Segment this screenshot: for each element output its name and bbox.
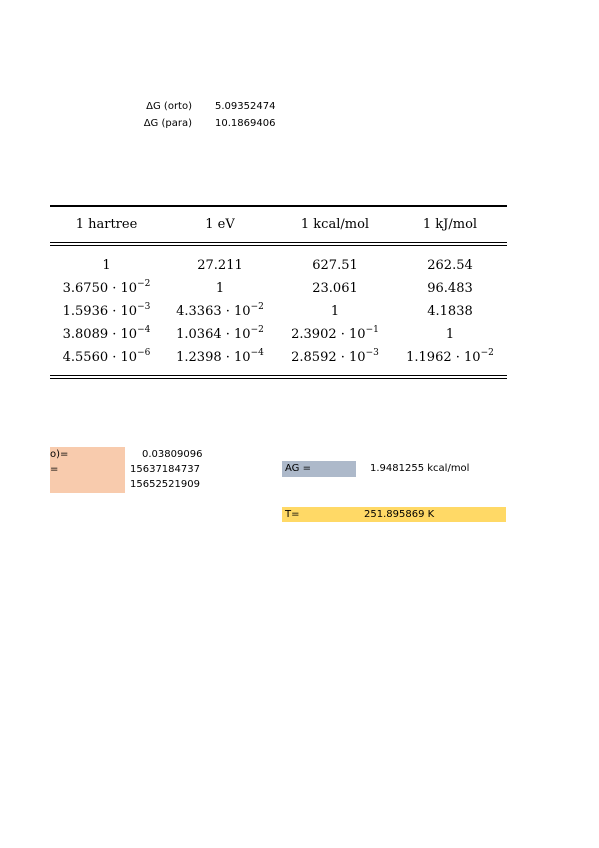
table-cell [163,281,277,296]
cell-mantissa: 1 [215,281,225,296]
cell-exponent: −2 [480,347,494,358]
cell-mantissa: 27.211 [197,258,243,273]
cell-mantissa: 1.5936 [62,304,109,319]
table-cell [163,258,277,273]
cell-mantissa: 1 [330,304,340,319]
cell-mantissa: 96.483 [427,281,473,296]
cell-mantissa: 23.061 [312,281,358,296]
cell-times-ten: · 10 [221,350,251,365]
temperature-value: 251.895869 K [364,509,435,520]
value-1: 0.03809096 [142,449,203,460]
table-cell [163,301,277,319]
ag-value: 1.9481255 kcal/mol [370,463,470,474]
table-cell [277,281,393,296]
cell-exponent: −1 [365,324,379,335]
table-cell [163,347,277,365]
delta-g-orto-value: 5.09352474 [215,101,276,112]
cell-times-ten: · 10 [451,350,481,365]
label-equals: = [50,464,59,475]
cell-mantissa: 3.8089 [62,327,109,342]
ag-label: AG = [285,463,311,474]
cell-mantissa: 4.5560 [62,350,109,365]
cell-times-ten: · 10 [108,281,138,296]
cell-exponent: −3 [137,301,151,312]
table-cell [277,304,393,319]
cell-mantissa: 2.3902 [291,327,337,342]
cell-times-ten: · 10 [336,327,366,342]
table-body [50,254,507,369]
cell-exponent: −2 [250,324,264,335]
cell-times-ten: · 10 [221,327,251,342]
cell-times-ten: · 10 [108,304,138,319]
table-cell [50,258,163,273]
table-cell [50,278,163,296]
cell-times-ten: · 10 [108,327,138,342]
table-cell [163,324,277,342]
cell-times-ten: · 10 [336,350,366,365]
cell-mantissa: 3.6750 [62,281,109,296]
cell-mantissa: 262.54 [427,258,473,273]
cell-exponent: −2 [137,278,151,289]
table-cell [50,347,163,365]
cell-times-ten: · 10 [108,350,138,365]
table-header-row [50,207,507,242]
table-cell [393,327,507,342]
header-kj-mol: 1 kJ/mol [422,217,478,232]
temperature-label: T= [285,509,300,520]
table-cell [393,347,507,365]
table-cell [50,324,163,342]
cell-exponent: −2 [250,301,264,312]
header-kcal-mol: 1 kcal/mol [300,217,370,232]
label-o: o)= [50,449,69,460]
table-cell [393,281,507,296]
table-row [50,277,507,300]
cell-mantissa: 2.8592 [291,350,337,365]
cell-mantissa: 4.3363 [176,304,222,319]
cell-mantissa: 4.1838 [427,304,473,319]
table-cell [393,304,507,319]
table-cell [277,324,393,342]
cell-exponent: −3 [365,347,379,358]
delta-g-orto-label: ΔG (orto) [146,101,192,112]
cell-mantissa: 1 [102,258,111,273]
table-cell [277,258,393,273]
cell-exponent: −4 [137,324,151,335]
cell-mantissa: 1.2398 [176,350,222,365]
cell-mantissa: 1 [445,327,455,342]
value-3: 15652521909 [130,479,200,490]
table-bottom-rule [50,375,507,379]
table-row [50,346,507,369]
cell-exponent: −4 [250,347,264,358]
header-hartree: 1 hartree [75,217,138,232]
table-row [50,323,507,346]
table-cell [50,301,163,319]
cell-mantissa: 627.51 [312,258,358,273]
energy-conversion-table [50,205,507,379]
table-row [50,300,507,323]
table-row [50,254,507,277]
value-2: 15637184737 [130,464,200,475]
cell-mantissa: 1.0364 [176,327,222,342]
header-ev: 1 eV [205,217,235,232]
table-cell [277,347,393,365]
cell-mantissa: 1.1962 [406,350,452,365]
cell-exponent: −6 [137,347,151,358]
delta-g-para-value: 10.1869406 [215,118,276,129]
cell-times-ten: · 10 [221,304,251,319]
table-cell [393,258,507,273]
delta-g-para-label: ΔG (para) [143,118,192,129]
